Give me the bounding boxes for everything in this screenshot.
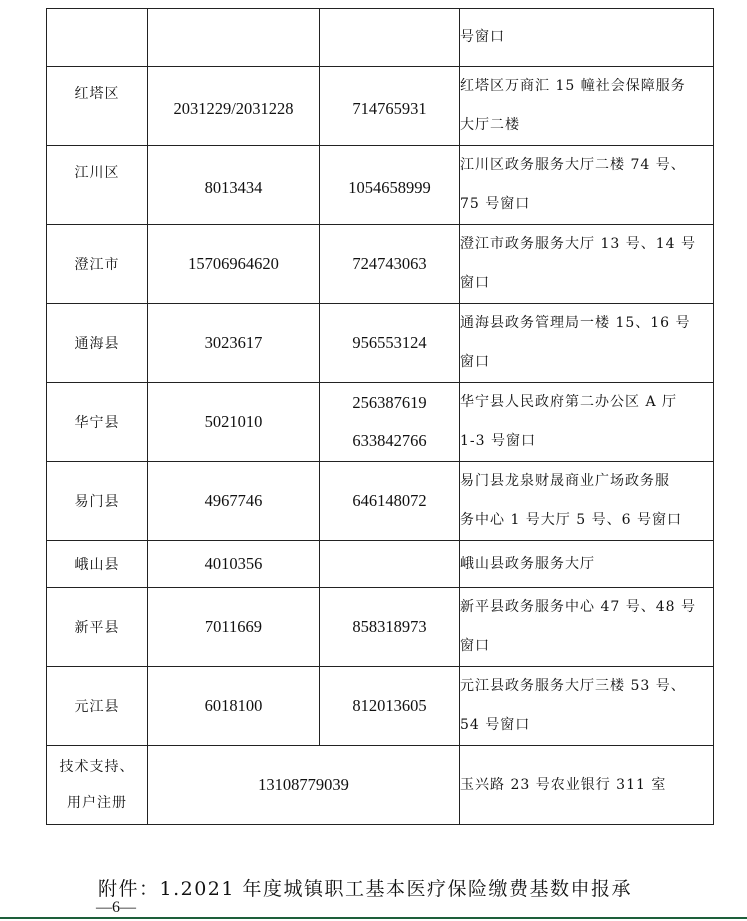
table-row — [47, 67, 714, 146]
address-line: 54 号窗口 — [460, 717, 531, 733]
qq-number: 256387619 — [352, 393, 427, 412]
address-cell — [460, 462, 714, 541]
address-line: 元江县政务服务大厅三楼 53 号、 — [460, 678, 686, 694]
qq-cell: 714765931 — [320, 67, 460, 146]
address-line: 玉兴路 23 号农业银行 311 室 — [460, 776, 667, 793]
table-row — [47, 9, 714, 67]
address-line: 新平县政务服务中心 47 号、48 号 — [460, 599, 696, 615]
phone-cell — [148, 9, 320, 67]
phone-cell: 4967746 — [148, 462, 320, 541]
qq-cell: 724743063 — [320, 225, 460, 304]
qq-cell: 956553124 — [320, 304, 460, 383]
district-cell: 澄江市 — [47, 225, 148, 304]
address-line: 号窗口 — [460, 29, 505, 45]
phone-cell: 5021010 — [148, 383, 320, 462]
qq-cell: 812013605 — [320, 667, 460, 746]
table-row — [47, 146, 714, 225]
address-cell — [460, 67, 714, 146]
address-cell — [460, 383, 714, 462]
page-number: —6— — [96, 899, 136, 916]
phone-cell: 2031229/2031228 — [148, 67, 320, 146]
address-line: 大厅二楼 — [460, 117, 520, 133]
table-row — [47, 462, 714, 541]
contact-table — [46, 8, 714, 825]
address-cell — [460, 667, 714, 746]
table-row — [47, 667, 714, 746]
address-line: 窗口 — [460, 638, 490, 654]
support-label-line: 技术支持、 — [59, 759, 135, 775]
table-row — [47, 225, 714, 304]
address-line: 澄江市政务服务大厅 13 号、14 号 — [460, 236, 696, 252]
qq-cell: 858318973 — [320, 588, 460, 667]
district-cell — [47, 9, 148, 67]
district-cell: 江川区 — [47, 146, 148, 225]
support-address-cell — [460, 746, 714, 825]
address-line: 峨山县政务服务大厅 — [460, 555, 595, 572]
qq-cell — [320, 9, 460, 67]
district-cell: 新平县 — [47, 588, 148, 667]
district-cell: 峨山县 — [47, 541, 148, 588]
address-cell — [460, 541, 714, 588]
district-cell: 红塔区 — [47, 67, 148, 146]
address-line: 华宁县人民政府第二办公区 A 厅 — [460, 394, 678, 410]
address-cell — [460, 304, 714, 383]
address-cell — [460, 9, 714, 67]
phone-cell: 8013434 — [148, 146, 320, 225]
support-label-line: 用户注册 — [67, 795, 127, 811]
table-row — [47, 588, 714, 667]
address-line: 通海县政务管理局一楼 15、16 号 — [460, 315, 691, 331]
qq-cell: 646148072 — [320, 462, 460, 541]
table-row — [47, 304, 714, 383]
table-row-support — [47, 746, 714, 825]
address-cell — [460, 225, 714, 304]
district-cell: 华宁县 — [47, 383, 148, 462]
phone-cell: 6018100 — [148, 667, 320, 746]
address-line: 窗口 — [460, 275, 490, 291]
address-line: 江川区政务服务大厅二楼 74 号、 — [460, 157, 686, 173]
table-row — [47, 383, 714, 462]
support-label-cell — [47, 746, 148, 825]
district-cell: 通海县 — [47, 304, 148, 383]
address-line: 红塔区万商汇 15 幢社会保障服务 — [460, 78, 686, 94]
phone-cell: 7011669 — [148, 588, 320, 667]
qq-number: 633842766 — [352, 431, 427, 450]
qq-cell — [320, 383, 460, 462]
support-phone-cell: 13108779039 — [148, 746, 460, 825]
address-line: 75 号窗口 — [460, 196, 531, 212]
address-cell — [460, 146, 714, 225]
address-line: 窗口 — [460, 354, 490, 370]
qq-cell: 1054658999 — [320, 146, 460, 225]
address-line: 1-3 号窗口 — [460, 433, 536, 449]
attachment-note: 附件：1.2021 年度城镇职工基本医疗保险缴费基数申报承 — [98, 878, 633, 900]
bottom-rule — [0, 917, 747, 919]
phone-cell: 15706964620 — [148, 225, 320, 304]
table-row — [47, 541, 714, 588]
address-line: 易门县龙泉财晟商业广场政务服 — [460, 473, 670, 489]
qq-cell — [320, 541, 460, 588]
address-line: 务中心 1 号大厅 5 号、6 号窗口 — [460, 512, 682, 528]
phone-cell: 3023617 — [148, 304, 320, 383]
phone-cell: 4010356 — [148, 541, 320, 588]
district-cell: 元江县 — [47, 667, 148, 746]
district-cell: 易门县 — [47, 462, 148, 541]
address-cell — [460, 588, 714, 667]
